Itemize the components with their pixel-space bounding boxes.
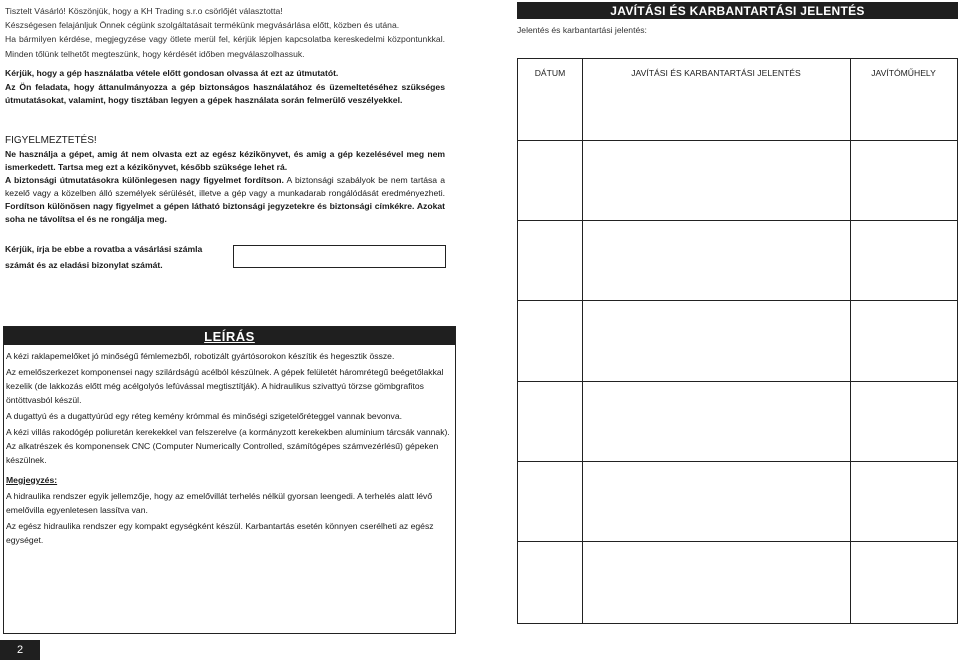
table-row-line [518, 140, 957, 141]
note-title: Megjegyzés: [6, 475, 58, 485]
greeting: Tisztelt Vásárló! Köszönjük, hogy a KH Trading s.r.o csörlőjét választotta! [5, 6, 283, 16]
table-row-line [518, 381, 957, 382]
warning-bold-1: Ne használja a gépet, amig át nem olvasta ezt az egész kézikönyvet, és amig a gép kezelésével meg nem ismerkedett. Tartsa meg ezt a kézikönyvet, később szüksége lehet rá. [5, 149, 445, 172]
report-title: JAVÍTÁSI ÉS KARBANTARTÁSI JELENTÉS [517, 2, 958, 19]
column-header-report: JAVÍTÁSI ÉS KARBANTARTÁSI JELENTÉS [631, 68, 801, 78]
warning-bold-2: A biztonsági útmutatásokra különlegesen nagy figyelmet fordítson. [5, 175, 284, 185]
service-offer: Készségesen felajánljuk Önnek cégünk szolgáltatásait termékünk megvásárlása előtt, közben és utána. [5, 20, 400, 31]
intro-text [5, 4, 445, 61]
instructions-read: Kérjük, hogy a gép használatba vétele előtt gondosan olvassa át ezt az útmutatót. [5, 68, 339, 78]
table-divider [582, 59, 583, 623]
note-1: A hidraulika rendszer egyik jellemzője, hogy az emelővillát terhelés nélkül gyorsan leengedi. A terhelés alatt lévő emelővilla egyenletesen lassítva van. [6, 491, 433, 515]
warning-title: FIGYELMEZTETÉS! [5, 135, 97, 146]
table-row-line [518, 461, 957, 462]
report-subtitle: Jelentés és karbantartási jelentés: [517, 25, 647, 35]
description-box [3, 326, 456, 634]
description-p1: A kézi raklapemelőket jó minőségű fémlemezből, robotizált gyártósorokon készítik és hegesztik össze. [6, 351, 395, 361]
instructions-duty: Az Ön feladata, hogy áttanulmányozza a gép biztonságos használatához és üzemeltetéséhez szükséges útmutatásokat, valamint, hogy tisztában legyen a gépek használata során felmerülő veszélyekkel. [5, 82, 445, 105]
column-header-date: DÁTUM [534, 68, 566, 78]
instructions-block [5, 67, 445, 107]
description-p3: A dugattyú és a dugattyúrúd egy réteg kemény krómmal és minőségi szigetelőréteggel vannak bevonva. [6, 411, 403, 421]
table-row-line [518, 220, 957, 221]
column-header-workshop: JAVÍTÓMŰHELY [871, 68, 936, 78]
description-p2: Az emelőszerkezet komponensei nagy szilárdságú acélból készülnek. A gépek felületét háromrétegű beégetőlakkal kezelik (de lakkozás előtt még acélgolyós lefúvással megtisztítják). A hidraulikus szivattyú törzse gömbgrafitos öntöttvasból készül. [6, 367, 444, 405]
warning-text [5, 148, 445, 226]
contact-note: Ha bármilyen kérdése, megjegyzése vagy ötlete merül fel, kérjük lépjen kapcsolatba kereskedelmi központunkkal. Minden tőlünk telhetőt megteszünk, hogy kérdését időben megválaszolhassuk. [5, 34, 445, 59]
warning-bold-3: Fordítson különösen nagy figyelmet a gépen látható biztonsági jegyzetekre és biztonsági címkékre. Azokat soha ne távolítsa el és ne rongálja meg. [5, 201, 445, 224]
description-p4: A kézi villás rakodógép poliuretán kerekekkel van felszerelve (a kormányzott kerekekben aluminium tárcsák vannak). Az alkatrészek és komponensek CNC (Computer Numerically Controlled, számítógépes számvezérlésű) gépeken készülnek. [6, 427, 450, 465]
table-row-line [518, 300, 957, 301]
report-table [517, 58, 958, 624]
note-2: Az egész hidraulika rendszer egy kompakt egységként készül. Karbantartás esetén könnyen cserélheti az egész egységet. [6, 521, 434, 545]
purchase-note: Kérjük, írja be ebbe a rovatba a vásárlási számla számát és az eladási bizonylat számát. [5, 244, 203, 270]
table-row-line [518, 541, 957, 542]
description-body [6, 349, 451, 549]
warning-normal-1: A biztonsági szabályok be nem tartása a kezelő vagy a közelben álló személyek sérülését, illetve a gép vagy a munkadarab rongálódását eredményezheti. [5, 175, 445, 198]
invoice-number-field[interactable] [233, 245, 446, 268]
page-number: 2 [0, 640, 40, 660]
table-divider [850, 59, 851, 623]
description-title: LEÍRÁS [204, 329, 255, 344]
